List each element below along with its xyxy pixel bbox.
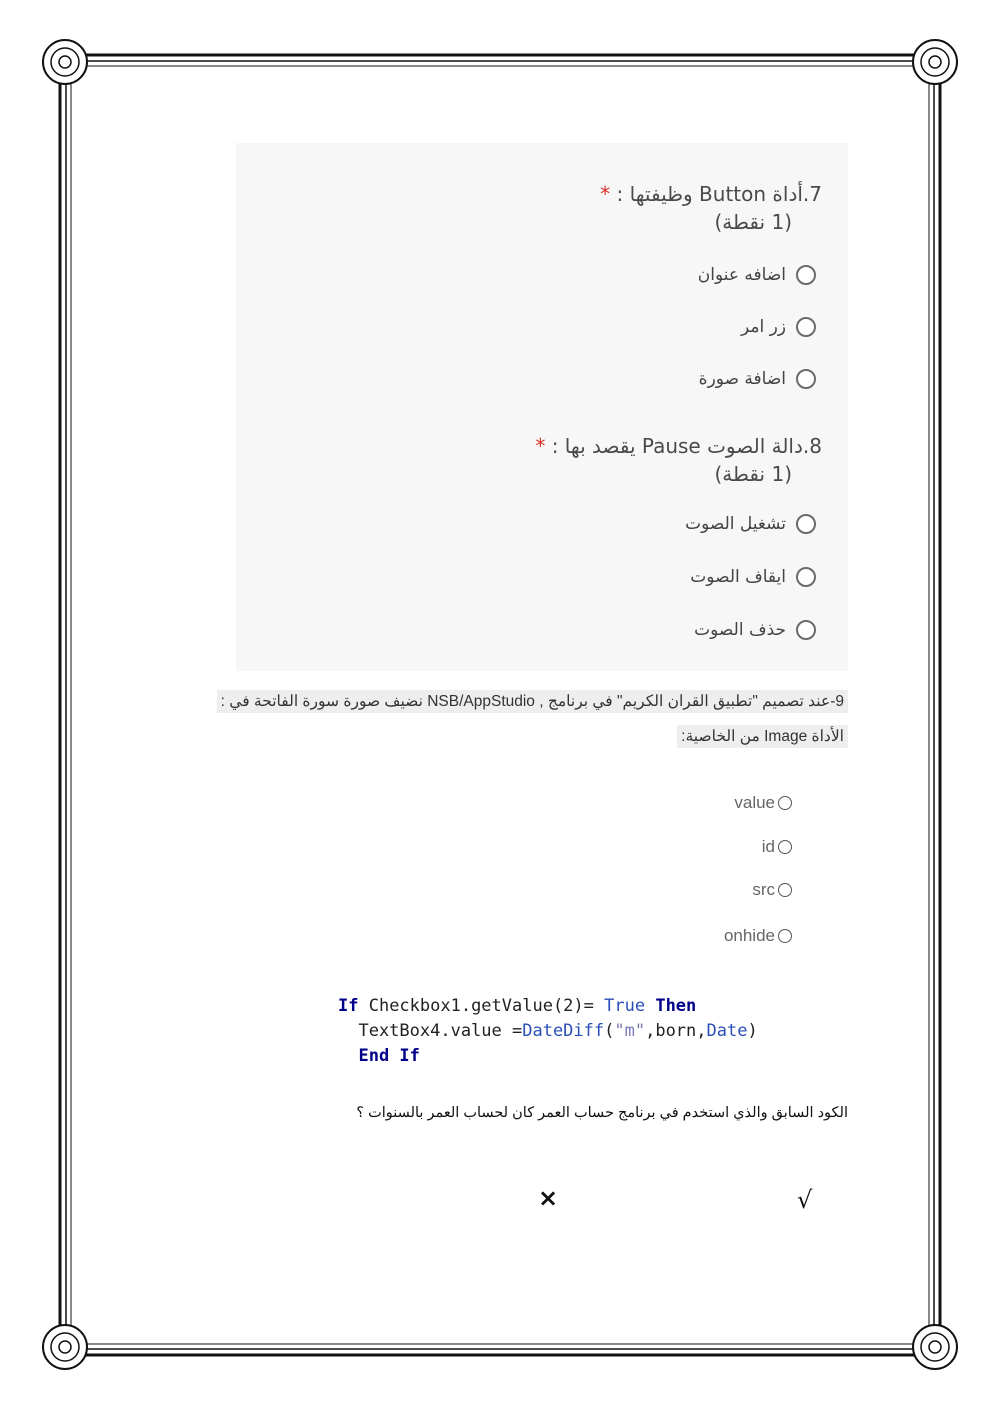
radio-button[interactable] (778, 796, 792, 810)
question-10: الكود السابق والذي استخدم في برنامج حساب العمر كان لحساب العمر بالسنوات ؟ (356, 1105, 848, 1121)
keyword: Then (655, 996, 697, 1016)
keyword: True (604, 996, 646, 1016)
q8-option-3[interactable] (694, 620, 816, 640)
radio-button[interactable] (796, 265, 816, 285)
option-label: value (734, 793, 775, 812)
q9-option-src[interactable] (752, 880, 792, 900)
question-7-points: (1 نقطة) (714, 210, 792, 234)
option-label: onhide (723, 926, 775, 945)
code-text: ,born, (645, 1021, 707, 1041)
question-8 (535, 432, 822, 488)
radio-button[interactable] (778, 929, 792, 943)
required-star: * (535, 434, 546, 458)
code-text: ( (604, 1021, 615, 1041)
code-text: TextBox4.value = (338, 1021, 523, 1041)
corner-ornament-tl (43, 40, 87, 84)
question-9-line-2: الأداة Image من الخاصية: (677, 725, 848, 748)
radio-button[interactable] (778, 840, 792, 854)
radio-button[interactable] (796, 567, 816, 587)
code-snippet (338, 994, 758, 1069)
option-label: تشغيل الصوت (685, 514, 786, 534)
false-mark[interactable]: × (538, 1184, 559, 1212)
q9-option-value[interactable] (734, 793, 792, 813)
question-8-title: 8.دالة الصوت Pause يقصد بها : (551, 434, 822, 458)
question-7 (600, 180, 822, 236)
q7-option-2[interactable] (741, 317, 816, 337)
q8-option-1[interactable] (685, 514, 816, 534)
radio-button[interactable] (796, 514, 816, 534)
option-label: src (752, 880, 775, 899)
question-7-title: 7.أداة Button وظيفتها : (616, 182, 822, 206)
q9-option-id[interactable] (762, 837, 792, 857)
radio-button[interactable] (796, 317, 816, 337)
code-text: ) (747, 1021, 758, 1041)
code-indent (338, 1046, 358, 1066)
option-label: اضافه عنوان (697, 265, 786, 285)
corner-ornament-bl (43, 1325, 87, 1369)
q8-option-2[interactable] (690, 567, 816, 587)
radio-button[interactable] (796, 369, 816, 389)
question-9-line-1: 9-عند تصميم "تطبيق القران الكريم" في برنامج , NSB/AppStudio نضيف صورة سورة الفاتحة في : (217, 690, 848, 713)
q9-option-onhide[interactable] (724, 926, 792, 946)
question-8-points: (1 نقطة) (714, 462, 792, 486)
radio-button[interactable] (796, 620, 816, 640)
corner-ornament-br (913, 1325, 957, 1369)
required-star: * (600, 182, 611, 206)
option-label: id (761, 837, 775, 856)
option-label: ايقاف الصوت (690, 567, 786, 587)
function-name: DateDiff (522, 1021, 605, 1041)
option-label: حذف الصوت (694, 620, 786, 640)
q7-option-3[interactable] (699, 369, 816, 389)
function-name: Date (706, 1021, 748, 1041)
string-literal: "m" (614, 1021, 646, 1041)
q7-option-1[interactable] (698, 265, 816, 285)
keyword: If (338, 996, 359, 1016)
keyword: End If (358, 1046, 420, 1066)
true-mark[interactable]: √ (797, 1186, 813, 1214)
option-label: زر امر (740, 317, 786, 337)
code-text: Checkbox1.getValue(2)= (358, 996, 605, 1016)
radio-button[interactable] (778, 883, 792, 897)
option-label: اضافة صورة (698, 369, 786, 389)
corner-ornament-tr (913, 40, 957, 84)
